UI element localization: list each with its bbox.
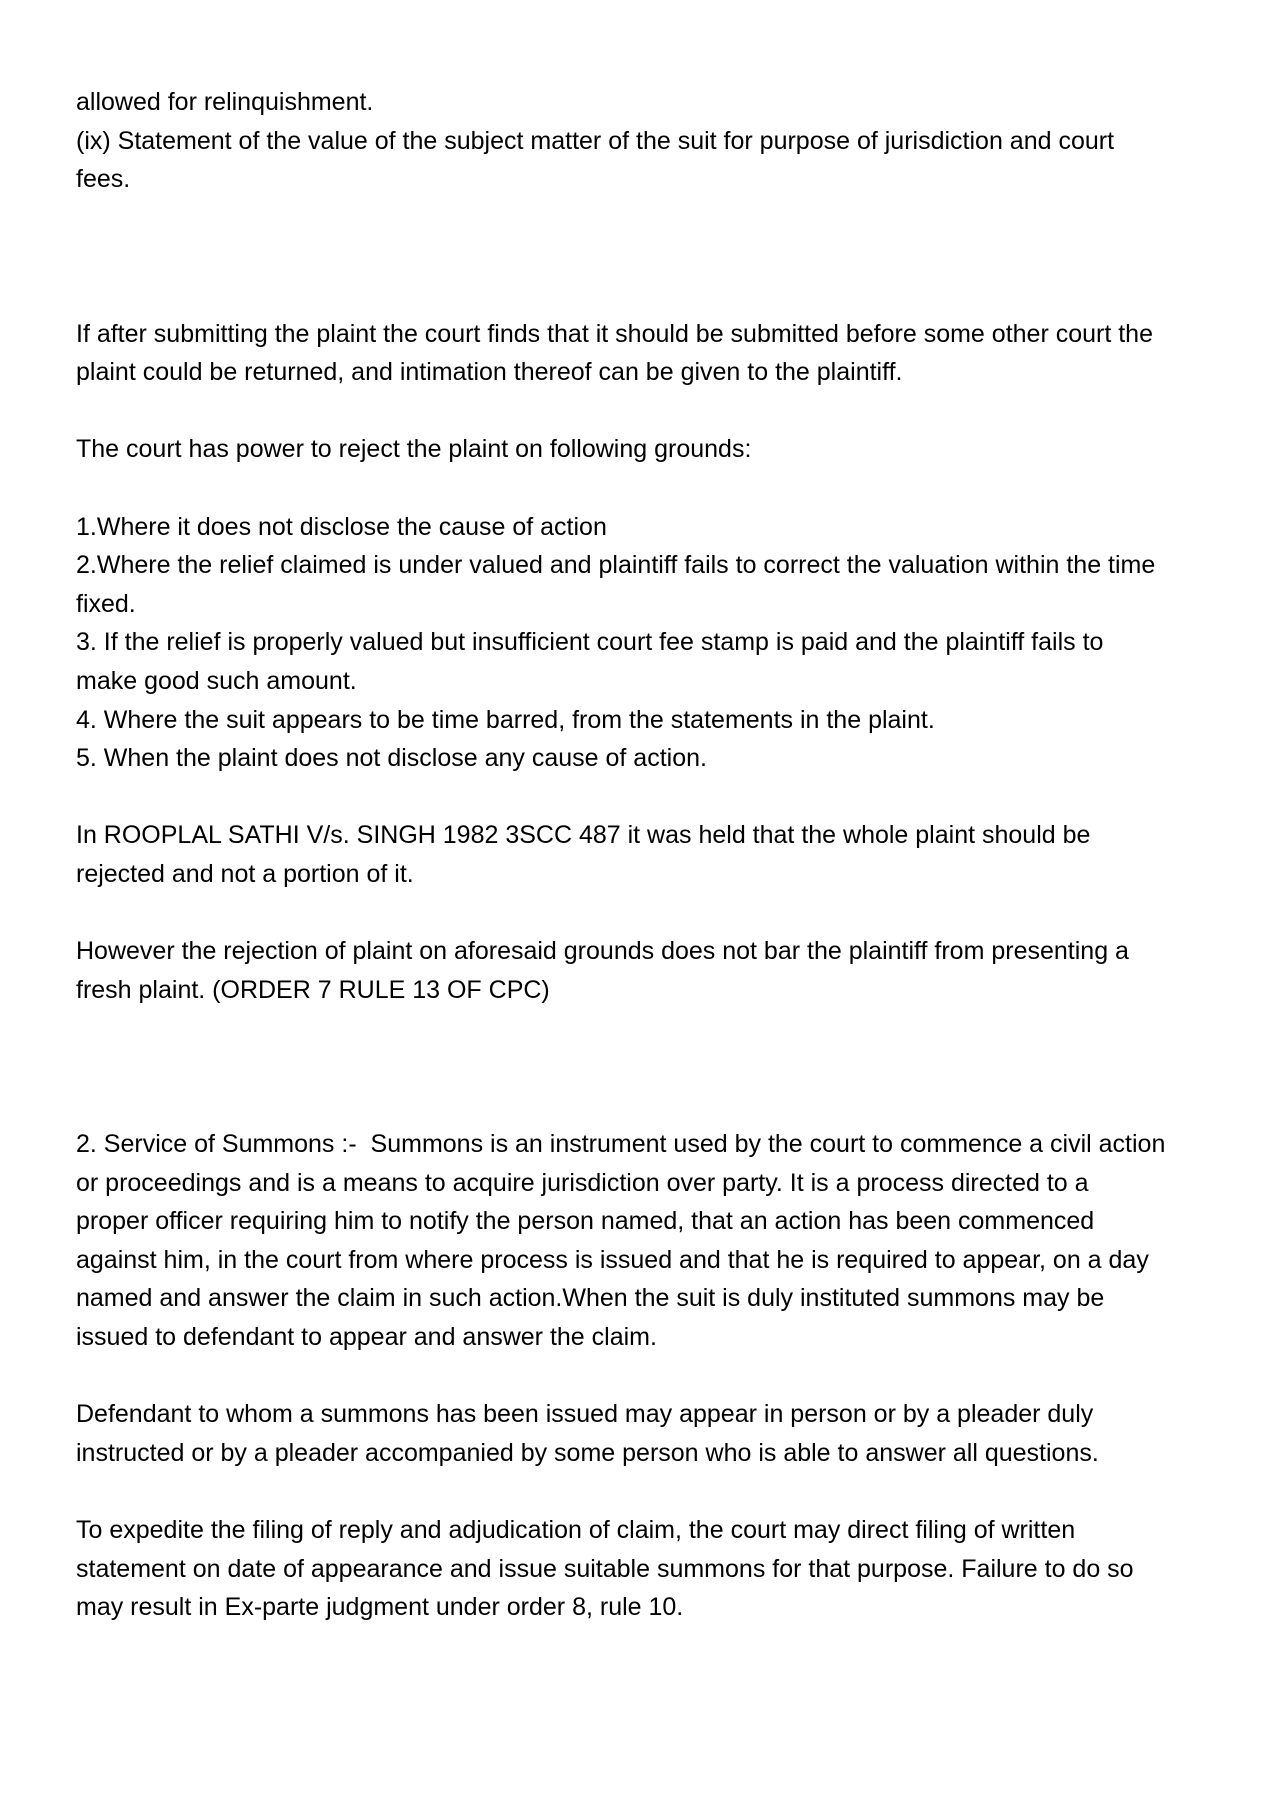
text-line: 2.Where the relief claimed is under valued and plaintiff fails to correct the valuation within the time [76,551,1156,580]
text-line: fixed. [76,589,136,618]
para-rejection-grounds-intro [76,430,1216,469]
text-line: 1.Where it does not disclose the cause of action [76,512,607,541]
text-line: fees. [76,165,131,194]
text-line: statement on date of appearance and issue suitable summons for that purpose. Failure to do so [76,1554,1134,1583]
para-expedite-filing [76,1511,1216,1627]
text-line: To expedite the filing of reply and adjudication of claim, the court may direct filing of written [76,1516,1076,1544]
text-line: In ROOPLAL SATHI V/s. SINGH 1982 3SCC 487 it was held that the whole plaint should be [76,821,1091,850]
para-rooplal-sathi-case [76,816,1216,893]
text-line: allowed for relinquishment. [76,88,374,116]
text-line: issued to defendant to appear and answer the claim. [76,1323,657,1352]
text-line: The court has power to reject the plaint on following grounds: [76,435,752,464]
para-relinquishment-and-ix [76,83,1216,199]
text-line: If after submitting the plaint the court finds that it should be submitted before some other court the [76,319,1153,348]
text-line: rejected and not a portion of it. [76,859,414,888]
text-line: may result in Ex-parte judgment under order 8, rule 10. [76,1593,684,1622]
text-line: However the rejection of plaint on aforesaid grounds does not bar the plaintiff from presenting a [76,937,1129,966]
text-line: Defendant to whom a summons has been issued may appear in person or by a pleader duly [76,1400,1094,1429]
para-fresh-plaint [76,932,1216,1009]
text-line: proper officer requiring him to notify the person named, that an action has been commenced [76,1207,1095,1236]
text-line: fresh plaint. (ORDER 7 RULE 13 OF CPC) [76,975,550,1004]
text-line: instructed or by a pleader accompanied by some person who is able to answer all questions. [76,1438,1099,1467]
para-defendant-appearance [76,1395,1216,1472]
para-return-of-plaint [76,315,1216,392]
text-line: or proceedings and is a means to acquire jurisdiction over party. It is a process directed to a [76,1168,1089,1197]
list-rejection-grounds [76,508,1216,778]
text-line: (ix) Statement of the value of the subject matter of the suit for purpose of jurisdiction and court [76,126,1115,155]
text-line: 5. When the plaint does not disclose any cause of action. [76,744,707,773]
text-line: 2. Service of Summons :- Summons is an instrument used by the court to commence a civil action [76,1130,1166,1159]
text-line: 4. Where the suit appears to be time barred, from the statements in the plaint. [76,705,935,734]
text-line: 3. If the relief is properly valued but insufficient court fee stamp is paid and the plaintiff fails to [76,628,1104,657]
text-line: plaint could be returned, and intimation thereof can be given to the plaintiff. [76,358,903,387]
text-line: named and answer the claim in such action.When the suit is duly instituted summons may be [76,1284,1105,1313]
text-line: make good such amount. [76,666,357,695]
para-service-of-summons [76,1125,1216,1357]
text-line: against him, in the court from where process is issued and that he is required to appear, on a day [76,1245,1149,1274]
